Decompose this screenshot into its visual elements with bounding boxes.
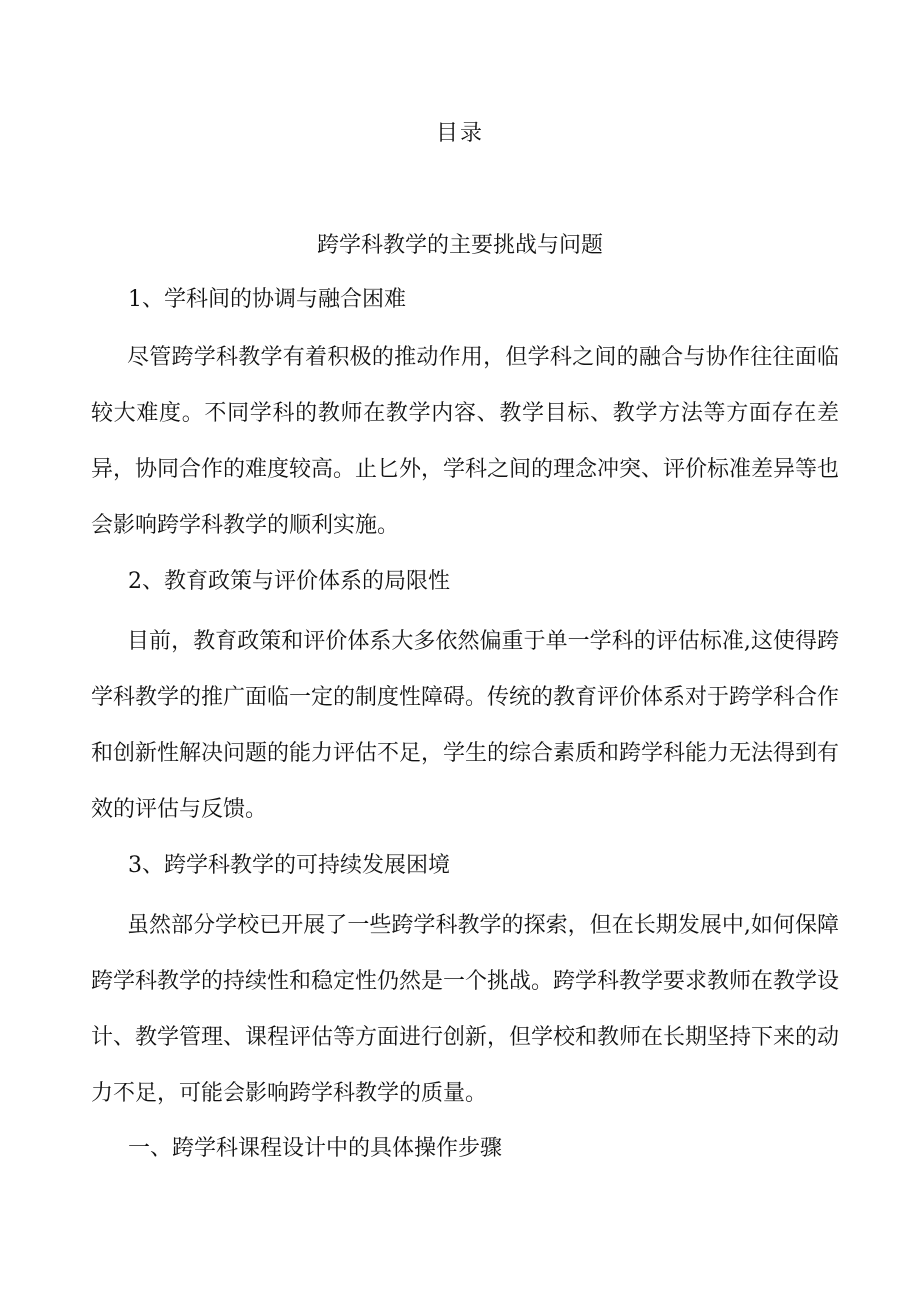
subsection-heading-2: 2、教育政策与评价体系的局限性 bbox=[128, 569, 450, 594]
subsection-paragraph-2: 目前，教育政策和评价体系大多依然偏重于单一学科的评估标准,这使得跨学科教学的推广面临一定的制度性障碍。传统的教育评价体系对于跨学科合作和创新性解决问题的能力评估不足，学生的综合素质和跨学科能力无法得到有效的评估与反馈。 bbox=[91, 629, 840, 822]
toc-title: 目录 bbox=[435, 121, 484, 146]
next-section-heading: 一、跨学科课程设计中的具体操作步骤 bbox=[128, 1136, 503, 1161]
subsection-heading-3: 3、跨学科教学的可持续发展困境 bbox=[128, 853, 450, 878]
subsection-heading-1: 1、学科间的协调与融合困难 bbox=[128, 287, 406, 312]
section-title: 跨学科教学的主要挑战与问题 bbox=[316, 233, 603, 258]
subsection-paragraph-1: 尽管跨学科教学有着积极的推动作用，但学科之间的融合与协作往往面临较大难度。不同学科的教师在教学内容、教学目标、教学方法等方面存在差异，协同合作的难度较高。止匕外，学科之间的理念冲突、评价标准差异等也会影响跨学科教学的顺利实施。 bbox=[91, 345, 840, 538]
subsection-paragraph-3: 虽然部分学校已开展了一些跨学科教学的探索，但在长期发展中,如何保障跨学科教学的持续性和稳定性仍然是一个挑战。跨学科教学要求教师在教学设计、教学管理、课程评估等方面进行创新，但学校和教师在长期坚持下来的动力不足，可能会影响跨学科教学的质量。 bbox=[91, 913, 840, 1106]
